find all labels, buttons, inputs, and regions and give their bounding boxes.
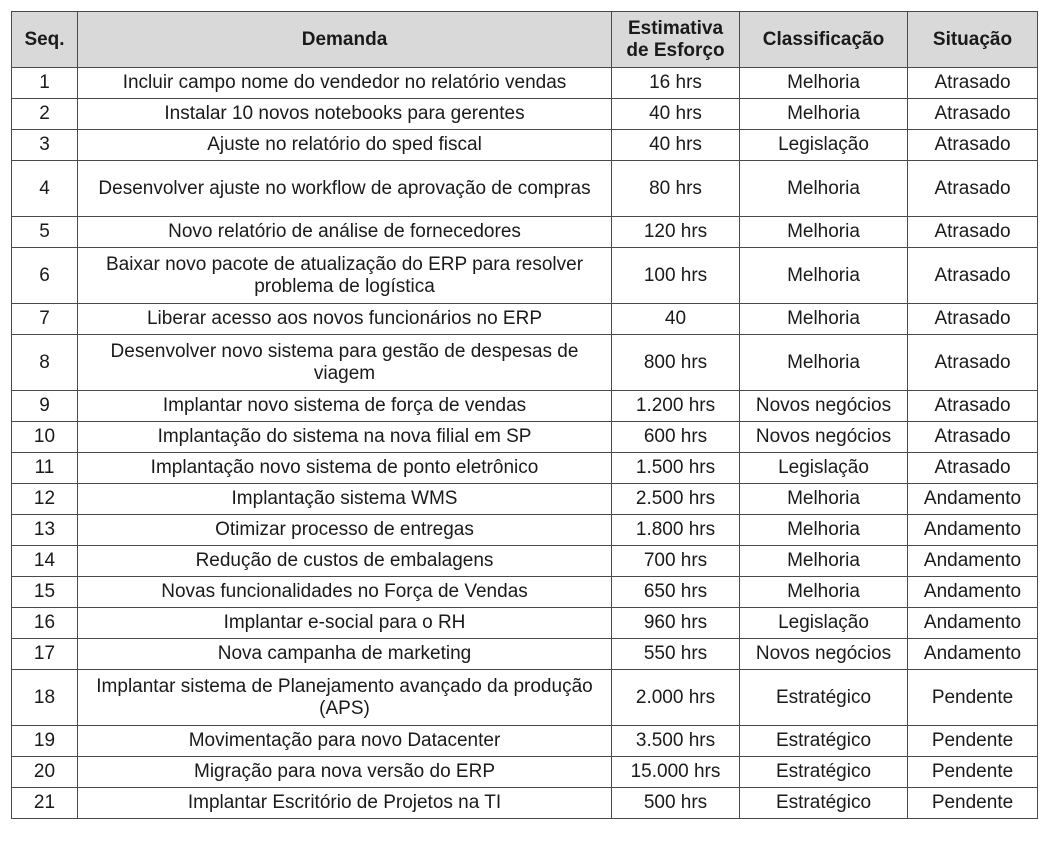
cell-seq: 11 xyxy=(12,453,78,484)
cell-demanda: Novo relatório de análise de fornecedores xyxy=(78,217,612,248)
cell-estimativa: 2.000 hrs xyxy=(612,670,740,726)
table-row xyxy=(12,453,1038,484)
cell-demanda: Instalar 10 novos notebooks para gerentes xyxy=(78,99,612,130)
cell-situacao: Atrasado xyxy=(908,217,1038,248)
cell-situacao: Andamento xyxy=(908,639,1038,670)
cell-situacao: Atrasado xyxy=(908,391,1038,422)
cell-estimativa: 960 hrs xyxy=(612,608,740,639)
cell-demanda: Implantar Escritório de Projetos na TI xyxy=(78,788,612,819)
cell-classificacao: Legislação xyxy=(740,130,908,161)
table-row xyxy=(12,391,1038,422)
cell-seq: 13 xyxy=(12,515,78,546)
cell-demanda: Baixar novo pacote de atualização do ERP para resolver problema de logística xyxy=(78,248,612,304)
table-row xyxy=(12,422,1038,453)
cell-demanda: Implantar e-social para o RH xyxy=(78,608,612,639)
cell-estimativa: 550 hrs xyxy=(612,639,740,670)
cell-classificacao: Melhoria xyxy=(740,515,908,546)
cell-classificacao: Legislação xyxy=(740,608,908,639)
cell-estimativa: 40 hrs xyxy=(612,99,740,130)
table-row xyxy=(12,757,1038,788)
cell-demanda: Migração para nova versão do ERP xyxy=(78,757,612,788)
table-row xyxy=(12,68,1038,99)
cell-situacao: Atrasado xyxy=(908,130,1038,161)
cell-situacao: Atrasado xyxy=(908,99,1038,130)
header-seq: Seq. xyxy=(12,12,78,68)
cell-situacao: Atrasado xyxy=(908,68,1038,99)
cell-classificacao: Estratégico xyxy=(740,670,908,726)
table-row xyxy=(12,248,1038,304)
cell-situacao: Atrasado xyxy=(908,161,1038,217)
table-row xyxy=(12,577,1038,608)
cell-situacao: Atrasado xyxy=(908,422,1038,453)
cell-estimativa: 700 hrs xyxy=(612,546,740,577)
cell-demanda: Movimentação para novo Datacenter xyxy=(78,726,612,757)
cell-estimativa: 40 xyxy=(612,304,740,335)
cell-classificacao: Estratégico xyxy=(740,726,908,757)
cell-seq: 17 xyxy=(12,639,78,670)
cell-classificacao: Melhoria xyxy=(740,99,908,130)
table-row xyxy=(12,546,1038,577)
cell-seq: 14 xyxy=(12,546,78,577)
cell-estimativa: 650 hrs xyxy=(612,577,740,608)
cell-situacao: Atrasado xyxy=(908,248,1038,304)
table-row xyxy=(12,217,1038,248)
cell-demanda: Redução de custos de embalagens xyxy=(78,546,612,577)
cell-classificacao: Legislação xyxy=(740,453,908,484)
cell-seq: 1 xyxy=(12,68,78,99)
cell-estimativa: 600 hrs xyxy=(612,422,740,453)
cell-classificacao: Melhoria xyxy=(740,304,908,335)
header-demanda: Demanda xyxy=(78,12,612,68)
table-row xyxy=(12,515,1038,546)
cell-estimativa: 16 hrs xyxy=(612,68,740,99)
table-row xyxy=(12,161,1038,217)
cell-classificacao: Melhoria xyxy=(740,577,908,608)
cell-demanda: Incluir campo nome do vendedor no relatório vendas xyxy=(78,68,612,99)
cell-seq: 12 xyxy=(12,484,78,515)
cell-estimativa: 500 hrs xyxy=(612,788,740,819)
cell-situacao: Atrasado xyxy=(908,304,1038,335)
cell-classificacao: Estratégico xyxy=(740,757,908,788)
cell-demanda: Ajuste no relatório do sped fiscal xyxy=(78,130,612,161)
cell-situacao: Andamento xyxy=(908,546,1038,577)
cell-situacao: Atrasado xyxy=(908,335,1038,391)
header-situacao: Situação xyxy=(908,12,1038,68)
cell-situacao: Pendente xyxy=(908,788,1038,819)
cell-estimativa: 1.800 hrs xyxy=(612,515,740,546)
cell-classificacao: Melhoria xyxy=(740,546,908,577)
cell-estimativa: 2.500 hrs xyxy=(612,484,740,515)
cell-situacao: Andamento xyxy=(908,577,1038,608)
cell-classificacao: Novos negócios xyxy=(740,639,908,670)
cell-demanda: Implantar novo sistema de força de vendas xyxy=(78,391,612,422)
cell-seq: 5 xyxy=(12,217,78,248)
cell-classificacao: Novos negócios xyxy=(740,422,908,453)
cell-demanda: Desenvolver ajuste no workflow de aprovação de compras xyxy=(78,161,612,217)
cell-demanda: Implantação novo sistema de ponto eletrônico xyxy=(78,453,612,484)
header-row xyxy=(12,12,1038,68)
cell-estimativa: 40 hrs xyxy=(612,130,740,161)
cell-classificacao: Melhoria xyxy=(740,161,908,217)
cell-estimativa: 1.500 hrs xyxy=(612,453,740,484)
cell-demanda: Implantação do sistema na nova filial em SP xyxy=(78,422,612,453)
cell-seq: 10 xyxy=(12,422,78,453)
cell-seq: 4 xyxy=(12,161,78,217)
cell-seq: 8 xyxy=(12,335,78,391)
cell-situacao: Andamento xyxy=(908,608,1038,639)
cell-seq: 3 xyxy=(12,130,78,161)
cell-seq: 20 xyxy=(12,757,78,788)
cell-demanda: Implantar sistema de Planejamento avançado da produção (APS) xyxy=(78,670,612,726)
header-classificacao: Classificação xyxy=(740,12,908,68)
table-row xyxy=(12,130,1038,161)
header-estimativa: Estimativa de Esforço xyxy=(612,12,740,68)
cell-demanda: Desenvolver novo sistema para gestão de despesas de viagem xyxy=(78,335,612,391)
cell-situacao: Pendente xyxy=(908,757,1038,788)
cell-seq: 9 xyxy=(12,391,78,422)
cell-seq: 2 xyxy=(12,99,78,130)
cell-situacao: Andamento xyxy=(908,515,1038,546)
table-row xyxy=(12,726,1038,757)
cell-situacao: Andamento xyxy=(908,484,1038,515)
cell-demanda: Novas funcionalidades no Força de Vendas xyxy=(78,577,612,608)
cell-estimativa: 15.000 hrs xyxy=(612,757,740,788)
cell-classificacao: Melhoria xyxy=(740,335,908,391)
cell-estimativa: 120 hrs xyxy=(612,217,740,248)
cell-estimativa: 1.200 hrs xyxy=(612,391,740,422)
cell-seq: 18 xyxy=(12,670,78,726)
cell-seq: 6 xyxy=(12,248,78,304)
cell-classificacao: Melhoria xyxy=(740,68,908,99)
demand-table xyxy=(11,11,1038,819)
cell-demanda: Nova campanha de marketing xyxy=(78,639,612,670)
table-row xyxy=(12,670,1038,726)
cell-estimativa: 80 hrs xyxy=(612,161,740,217)
cell-demanda: Liberar acesso aos novos funcionários no ERP xyxy=(78,304,612,335)
cell-seq: 16 xyxy=(12,608,78,639)
table-row xyxy=(12,99,1038,130)
cell-estimativa: 100 hrs xyxy=(612,248,740,304)
cell-demanda: Otimizar processo de entregas xyxy=(78,515,612,546)
cell-estimativa: 800 hrs xyxy=(612,335,740,391)
cell-seq: 7 xyxy=(12,304,78,335)
cell-seq: 19 xyxy=(12,726,78,757)
table-row xyxy=(12,304,1038,335)
table-row xyxy=(12,484,1038,515)
table-row xyxy=(12,788,1038,819)
cell-situacao: Atrasado xyxy=(908,453,1038,484)
cell-classificacao: Melhoria xyxy=(740,217,908,248)
cell-estimativa: 3.500 hrs xyxy=(612,726,740,757)
cell-classificacao: Novos negócios xyxy=(740,391,908,422)
cell-seq: 15 xyxy=(12,577,78,608)
cell-situacao: Pendente xyxy=(908,726,1038,757)
table-row xyxy=(12,608,1038,639)
cell-seq: 21 xyxy=(12,788,78,819)
cell-classificacao: Melhoria xyxy=(740,484,908,515)
table-row xyxy=(12,639,1038,670)
table-row xyxy=(12,335,1038,391)
cell-classificacao: Melhoria xyxy=(740,248,908,304)
cell-situacao: Pendente xyxy=(908,670,1038,726)
cell-classificacao: Estratégico xyxy=(740,788,908,819)
cell-demanda: Implantação sistema WMS xyxy=(78,484,612,515)
